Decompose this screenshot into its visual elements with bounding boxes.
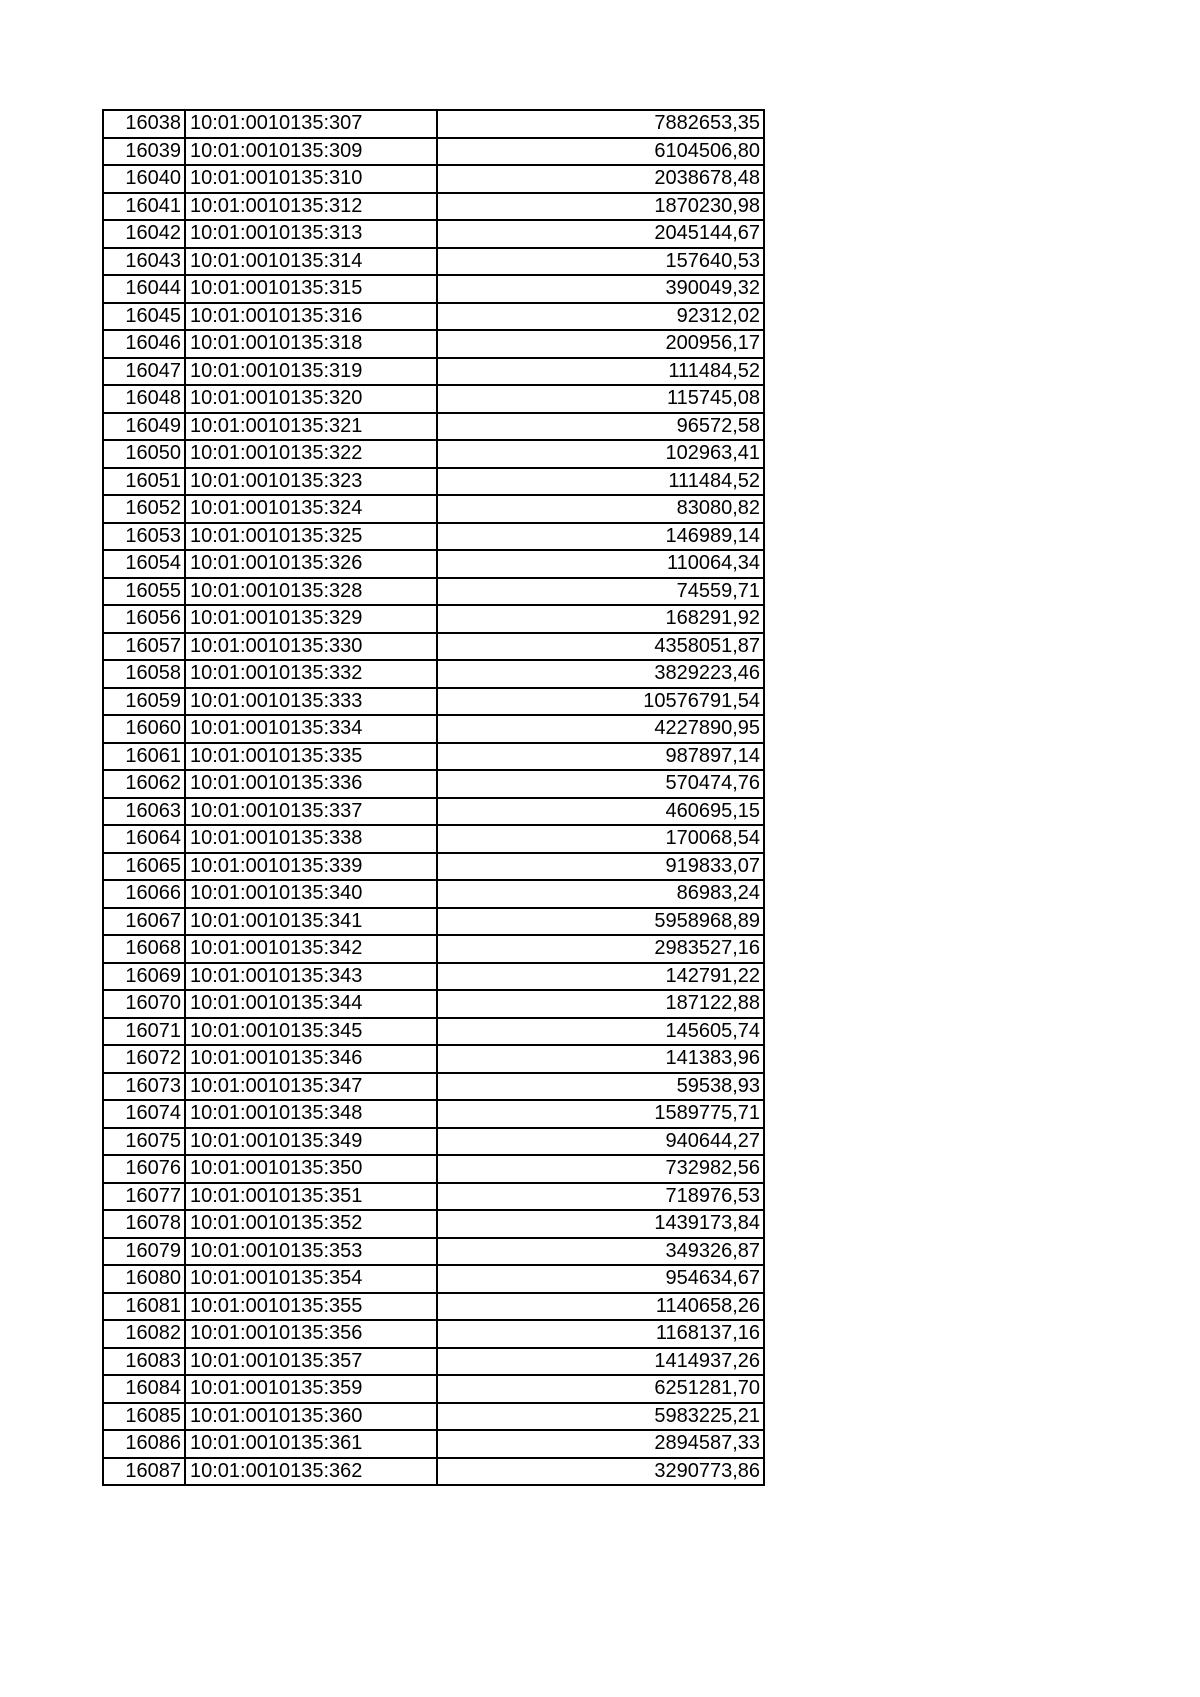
- row-number-cell: 16050: [103, 440, 185, 468]
- value-cell: 3290773,86: [437, 1458, 764, 1486]
- cadastral-number-cell: 10:01:0010135:319: [185, 358, 437, 386]
- table-row: [103, 1375, 764, 1403]
- table-row: [103, 1018, 764, 1046]
- row-number-cell: 16047: [103, 358, 185, 386]
- cadastral-number-cell: 10:01:0010135:334: [185, 715, 437, 743]
- value-cell: 1870230,98: [437, 193, 764, 221]
- row-number-cell: 16057: [103, 633, 185, 661]
- row-number-cell: 16062: [103, 770, 185, 798]
- value-cell: 102963,41: [437, 440, 764, 468]
- cadastral-number-cell: 10:01:0010135:344: [185, 990, 437, 1018]
- table-row: [103, 275, 764, 303]
- row-number-cell: 16041: [103, 193, 185, 221]
- value-cell: 1589775,71: [437, 1100, 764, 1128]
- cadastral-number-cell: 10:01:0010135:348: [185, 1100, 437, 1128]
- row-number-cell: 16078: [103, 1210, 185, 1238]
- cadastral-number-cell: 10:01:0010135:315: [185, 275, 437, 303]
- cadastral-number-cell: 10:01:0010135:335: [185, 743, 437, 771]
- table-row: [103, 715, 764, 743]
- value-cell: 157640,53: [437, 248, 764, 276]
- row-number-cell: 16039: [103, 138, 185, 166]
- cadastral-number-cell: 10:01:0010135:312: [185, 193, 437, 221]
- row-number-cell: 16069: [103, 963, 185, 991]
- cadastral-value-table: [102, 109, 765, 1486]
- row-number-cell: 16046: [103, 330, 185, 358]
- row-number-cell: 16053: [103, 523, 185, 551]
- value-cell: 460695,15: [437, 798, 764, 826]
- row-number-cell: 16060: [103, 715, 185, 743]
- cadastral-number-cell: 10:01:0010135:352: [185, 1210, 437, 1238]
- table-row: [103, 908, 764, 936]
- cadastral-number-cell: 10:01:0010135:350: [185, 1155, 437, 1183]
- table-row: [103, 1430, 764, 1458]
- cadastral-number-cell: 10:01:0010135:310: [185, 165, 437, 193]
- row-number-cell: 16080: [103, 1265, 185, 1293]
- value-cell: 86983,24: [437, 880, 764, 908]
- cadastral-number-cell: 10:01:0010135:361: [185, 1430, 437, 1458]
- cadastral-number-cell: 10:01:0010135:343: [185, 963, 437, 991]
- row-number-cell: 16043: [103, 248, 185, 276]
- value-cell: 1439173,84: [437, 1210, 764, 1238]
- row-number-cell: 16048: [103, 385, 185, 413]
- row-number-cell: 16054: [103, 550, 185, 578]
- value-cell: 92312,02: [437, 303, 764, 331]
- row-number-cell: 16059: [103, 688, 185, 716]
- table-row: [103, 688, 764, 716]
- value-cell: 7882653,35: [437, 110, 764, 138]
- row-number-cell: 16073: [103, 1073, 185, 1101]
- value-cell: 919833,07: [437, 853, 764, 881]
- value-cell: 718976,53: [437, 1183, 764, 1211]
- row-number-cell: 16044: [103, 275, 185, 303]
- row-number-cell: 16067: [103, 908, 185, 936]
- value-cell: 96572,58: [437, 413, 764, 441]
- table-row: [103, 1155, 764, 1183]
- cadastral-number-cell: 10:01:0010135:346: [185, 1045, 437, 1073]
- table-row: [103, 1128, 764, 1156]
- table-row: [103, 1238, 764, 1266]
- table-row: [103, 605, 764, 633]
- cadastral-number-cell: 10:01:0010135:349: [185, 1128, 437, 1156]
- cadastral-number-cell: 10:01:0010135:345: [185, 1018, 437, 1046]
- value-cell: 570474,76: [437, 770, 764, 798]
- value-cell: 145605,74: [437, 1018, 764, 1046]
- cadastral-number-cell: 10:01:0010135:324: [185, 495, 437, 523]
- table-row: [103, 495, 764, 523]
- cadastral-number-cell: 10:01:0010135:356: [185, 1320, 437, 1348]
- value-cell: 74559,71: [437, 578, 764, 606]
- row-number-cell: 16072: [103, 1045, 185, 1073]
- value-cell: 170068,54: [437, 825, 764, 853]
- table-row: [103, 770, 764, 798]
- cadastral-number-cell: 10:01:0010135:307: [185, 110, 437, 138]
- row-number-cell: 16061: [103, 743, 185, 771]
- value-cell: 111484,52: [437, 468, 764, 496]
- value-cell: 200956,17: [437, 330, 764, 358]
- table-row: [103, 550, 764, 578]
- table-row: [103, 330, 764, 358]
- table-row: [103, 193, 764, 221]
- table-row: [103, 1073, 764, 1101]
- table-body: [103, 110, 764, 1485]
- row-number-cell: 16064: [103, 825, 185, 853]
- value-cell: 987897,14: [437, 743, 764, 771]
- row-number-cell: 16051: [103, 468, 185, 496]
- row-number-cell: 16038: [103, 110, 185, 138]
- value-cell: 6104506,80: [437, 138, 764, 166]
- table-row: [103, 1403, 764, 1431]
- value-cell: 5983225,21: [437, 1403, 764, 1431]
- table-row: [103, 413, 764, 441]
- cadastral-number-cell: 10:01:0010135:359: [185, 1375, 437, 1403]
- value-cell: 349326,87: [437, 1238, 764, 1266]
- row-number-cell: 16045: [103, 303, 185, 331]
- value-cell: 1414937,26: [437, 1348, 764, 1376]
- value-cell: 2045144,67: [437, 220, 764, 248]
- cadastral-number-cell: 10:01:0010135:354: [185, 1265, 437, 1293]
- cadastral-number-cell: 10:01:0010135:309: [185, 138, 437, 166]
- cadastral-number-cell: 10:01:0010135:347: [185, 1073, 437, 1101]
- value-cell: 954634,67: [437, 1265, 764, 1293]
- cadastral-number-cell: 10:01:0010135:338: [185, 825, 437, 853]
- cadastral-number-cell: 10:01:0010135:353: [185, 1238, 437, 1266]
- row-number-cell: 16056: [103, 605, 185, 633]
- table-row: [103, 1183, 764, 1211]
- cadastral-number-cell: 10:01:0010135:332: [185, 660, 437, 688]
- cadastral-number-cell: 10:01:0010135:340: [185, 880, 437, 908]
- row-number-cell: 16082: [103, 1320, 185, 1348]
- cadastral-number-cell: 10:01:0010135:314: [185, 248, 437, 276]
- row-number-cell: 16058: [103, 660, 185, 688]
- table-row: [103, 138, 764, 166]
- cadastral-number-cell: 10:01:0010135:326: [185, 550, 437, 578]
- cadastral-number-cell: 10:01:0010135:333: [185, 688, 437, 716]
- value-cell: 187122,88: [437, 990, 764, 1018]
- table-row: [103, 1320, 764, 1348]
- cadastral-number-cell: 10:01:0010135:337: [185, 798, 437, 826]
- row-number-cell: 16086: [103, 1430, 185, 1458]
- row-number-cell: 16070: [103, 990, 185, 1018]
- cadastral-number-cell: 10:01:0010135:323: [185, 468, 437, 496]
- table-row: [103, 220, 764, 248]
- row-number-cell: 16065: [103, 853, 185, 881]
- cadastral-number-cell: 10:01:0010135:339: [185, 853, 437, 881]
- row-number-cell: 16084: [103, 1375, 185, 1403]
- cadastral-number-cell: 10:01:0010135:318: [185, 330, 437, 358]
- table-row: [103, 798, 764, 826]
- row-number-cell: 16052: [103, 495, 185, 523]
- value-cell: 732982,56: [437, 1155, 764, 1183]
- value-cell: 2894587,33: [437, 1430, 764, 1458]
- table-row: [103, 1100, 764, 1128]
- table-row: [103, 1348, 764, 1376]
- value-cell: 59538,93: [437, 1073, 764, 1101]
- row-number-cell: 16071: [103, 1018, 185, 1046]
- table-row: [103, 1458, 764, 1486]
- cadastral-number-cell: 10:01:0010135:330: [185, 633, 437, 661]
- value-cell: 111484,52: [437, 358, 764, 386]
- row-number-cell: 16077: [103, 1183, 185, 1211]
- table-row: [103, 303, 764, 331]
- table-row: [103, 1045, 764, 1073]
- cadastral-number-cell: 10:01:0010135:355: [185, 1293, 437, 1321]
- row-number-cell: 16042: [103, 220, 185, 248]
- table-row: [103, 468, 764, 496]
- table-row: [103, 440, 764, 468]
- cadastral-number-cell: 10:01:0010135:328: [185, 578, 437, 606]
- table-row: [103, 633, 764, 661]
- value-cell: 2038678,48: [437, 165, 764, 193]
- cadastral-number-cell: 10:01:0010135:336: [185, 770, 437, 798]
- row-number-cell: 16081: [103, 1293, 185, 1321]
- cadastral-number-cell: 10:01:0010135:320: [185, 385, 437, 413]
- table-row: [103, 660, 764, 688]
- table-row: [103, 935, 764, 963]
- table-row: [103, 385, 764, 413]
- table-row: [103, 853, 764, 881]
- value-cell: 141383,96: [437, 1045, 764, 1073]
- value-cell: 2983527,16: [437, 935, 764, 963]
- table-row: [103, 165, 764, 193]
- row-number-cell: 16049: [103, 413, 185, 441]
- value-cell: 1168137,16: [437, 1320, 764, 1348]
- row-number-cell: 16083: [103, 1348, 185, 1376]
- value-cell: 1140658,26: [437, 1293, 764, 1321]
- value-cell: 5958968,89: [437, 908, 764, 936]
- value-cell: 115745,08: [437, 385, 764, 413]
- table-row: [103, 358, 764, 386]
- cadastral-number-cell: 10:01:0010135:329: [185, 605, 437, 633]
- table-row: [103, 990, 764, 1018]
- cadastral-number-cell: 10:01:0010135:322: [185, 440, 437, 468]
- value-cell: 110064,34: [437, 550, 764, 578]
- cadastral-number-cell: 10:01:0010135:362: [185, 1458, 437, 1486]
- table-row: [103, 743, 764, 771]
- value-cell: 6251281,70: [437, 1375, 764, 1403]
- table-row: [103, 1265, 764, 1293]
- value-cell: 146989,14: [437, 523, 764, 551]
- row-number-cell: 16076: [103, 1155, 185, 1183]
- value-cell: 3829223,46: [437, 660, 764, 688]
- value-cell: 168291,92: [437, 605, 764, 633]
- cadastral-number-cell: 10:01:0010135:325: [185, 523, 437, 551]
- cadastral-number-cell: 10:01:0010135:341: [185, 908, 437, 936]
- table-row: [103, 880, 764, 908]
- value-cell: 390049,32: [437, 275, 764, 303]
- cadastral-number-cell: 10:01:0010135:357: [185, 1348, 437, 1376]
- row-number-cell: 16079: [103, 1238, 185, 1266]
- table-row: [103, 1293, 764, 1321]
- table-row: [103, 963, 764, 991]
- row-number-cell: 16040: [103, 165, 185, 193]
- cadastral-number-cell: 10:01:0010135:316: [185, 303, 437, 331]
- row-number-cell: 16074: [103, 1100, 185, 1128]
- value-cell: 142791,22: [437, 963, 764, 991]
- cadastral-number-cell: 10:01:0010135:342: [185, 935, 437, 963]
- row-number-cell: 16075: [103, 1128, 185, 1156]
- table-row: [103, 578, 764, 606]
- cadastral-number-cell: 10:01:0010135:351: [185, 1183, 437, 1211]
- row-number-cell: 16087: [103, 1458, 185, 1486]
- cadastral-number-cell: 10:01:0010135:313: [185, 220, 437, 248]
- cadastral-number-cell: 10:01:0010135:321: [185, 413, 437, 441]
- row-number-cell: 16085: [103, 1403, 185, 1431]
- table-row: [103, 1210, 764, 1238]
- value-cell: 4358051,87: [437, 633, 764, 661]
- table-row: [103, 825, 764, 853]
- value-cell: 83080,82: [437, 495, 764, 523]
- row-number-cell: 16063: [103, 798, 185, 826]
- row-number-cell: 16055: [103, 578, 185, 606]
- value-cell: 940644,27: [437, 1128, 764, 1156]
- value-cell: 10576791,54: [437, 688, 764, 716]
- value-cell: 4227890,95: [437, 715, 764, 743]
- row-number-cell: 16066: [103, 880, 185, 908]
- table-row: [103, 248, 764, 276]
- table-row: [103, 523, 764, 551]
- cadastral-number-cell: 10:01:0010135:360: [185, 1403, 437, 1431]
- row-number-cell: 16068: [103, 935, 185, 963]
- table-row: [103, 110, 764, 138]
